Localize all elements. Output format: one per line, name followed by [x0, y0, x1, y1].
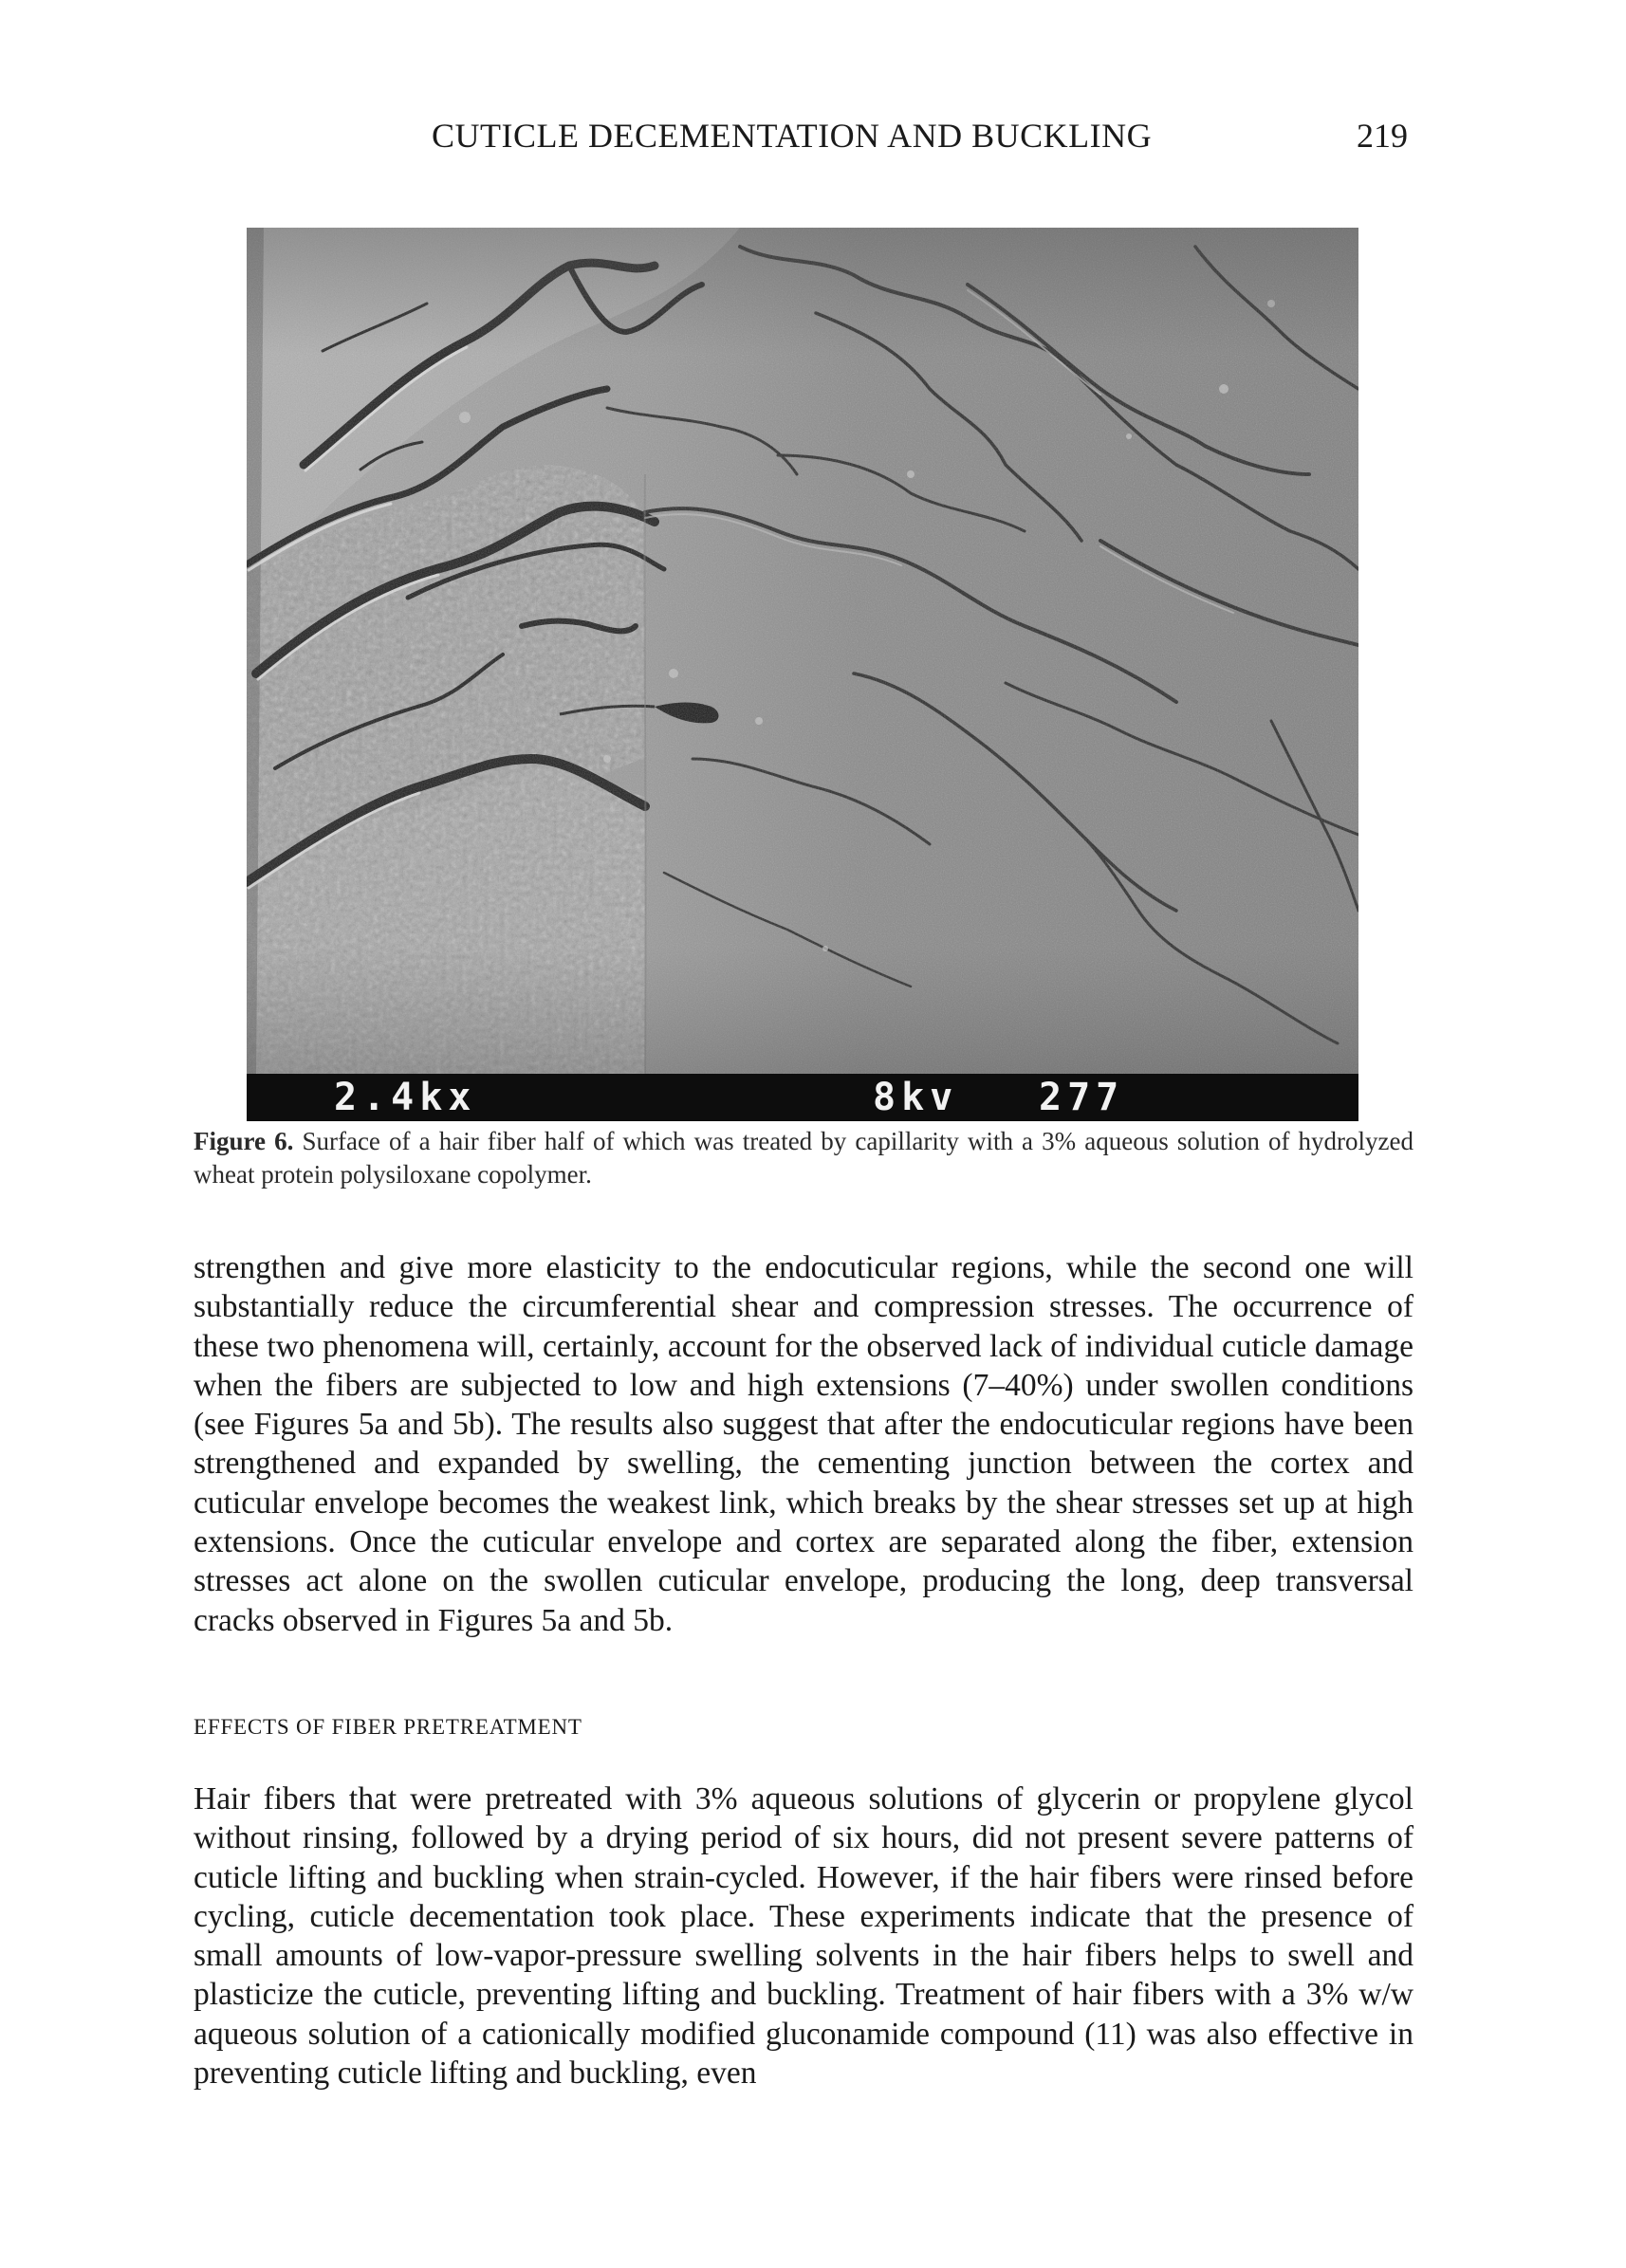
- body-paragraph-2: Hair fibers that were pretreated with 3% aqueous solutions of glycerin or propylene glycol without rinsing, followed by a drying period of six hours, did not present severe patterns of cuticle lifting and buckling when strain-cycled. However, if the hair fibers were rinsed before cycling, cuticle decementation took place. These experiments indicate that the presence of small amounts of low-vapor-pressure swelling solvents in the hair fibers helps to swell and plasticize the cuticle, preventing lifting and buckling. Treatment of hair fibers with a 3% w/w aqueous solution of a cationically modified gluconamide compound (11) was also effective in preventing cuticle lifting and buckling, even: [194, 1781, 1414, 2092]
- sem-voltage-label: 8kv: [873, 1076, 959, 1119]
- sem-info-bar: [247, 1074, 1358, 1121]
- sem-image-number-label: 277: [1039, 1076, 1125, 1119]
- sem-micrograph-figure: [247, 228, 1358, 1121]
- page-number: 219: [1357, 117, 1408, 155]
- body-paragraph-1: strengthen and give more elasticity to the endocuticular regions, while the second one will substantially reduce the circumferential shear and compression stresses. The occurrence of these two phenomena will, certainly, account for the observed lack of individual cuticle damage when the fibers are subjected to low and high extensions (7–40%) under swollen conditions (see Figures 5a and 5b). The results also suggest that after the endocuticular regions have been strengthened and expanded by swelling, the cementing junction between the cortex and cuticular envelope becomes the weakest link, which breaks by the shear stresses set up at high extensions. Once the cuticular envelope and cortex are separated along the fiber, extension stresses act alone on the swollen cuticular envelope, producing the long, deep transversal cracks observed in Figures 5a and 5b.: [194, 1250, 1414, 1638]
- figure-caption-label: Figure 6.: [194, 1127, 294, 1155]
- figure-caption-text: Surface of a hair fiber half of which was treated by capillarity with a 3% aqueous solution of hydrolyzed wheat protein polysiloxane copolymer.: [194, 1127, 1414, 1189]
- sem-magnification-label: 2.4kx: [334, 1076, 477, 1119]
- running-title: CUTICLE DECEMENTATION AND BUCKLING: [432, 117, 1153, 155]
- section-heading: EFFECTS OF FIBER PRETREATMENT: [194, 1715, 582, 1739]
- figure-caption: [194, 1125, 1414, 1191]
- sem-micrograph-image: [247, 228, 1358, 1074]
